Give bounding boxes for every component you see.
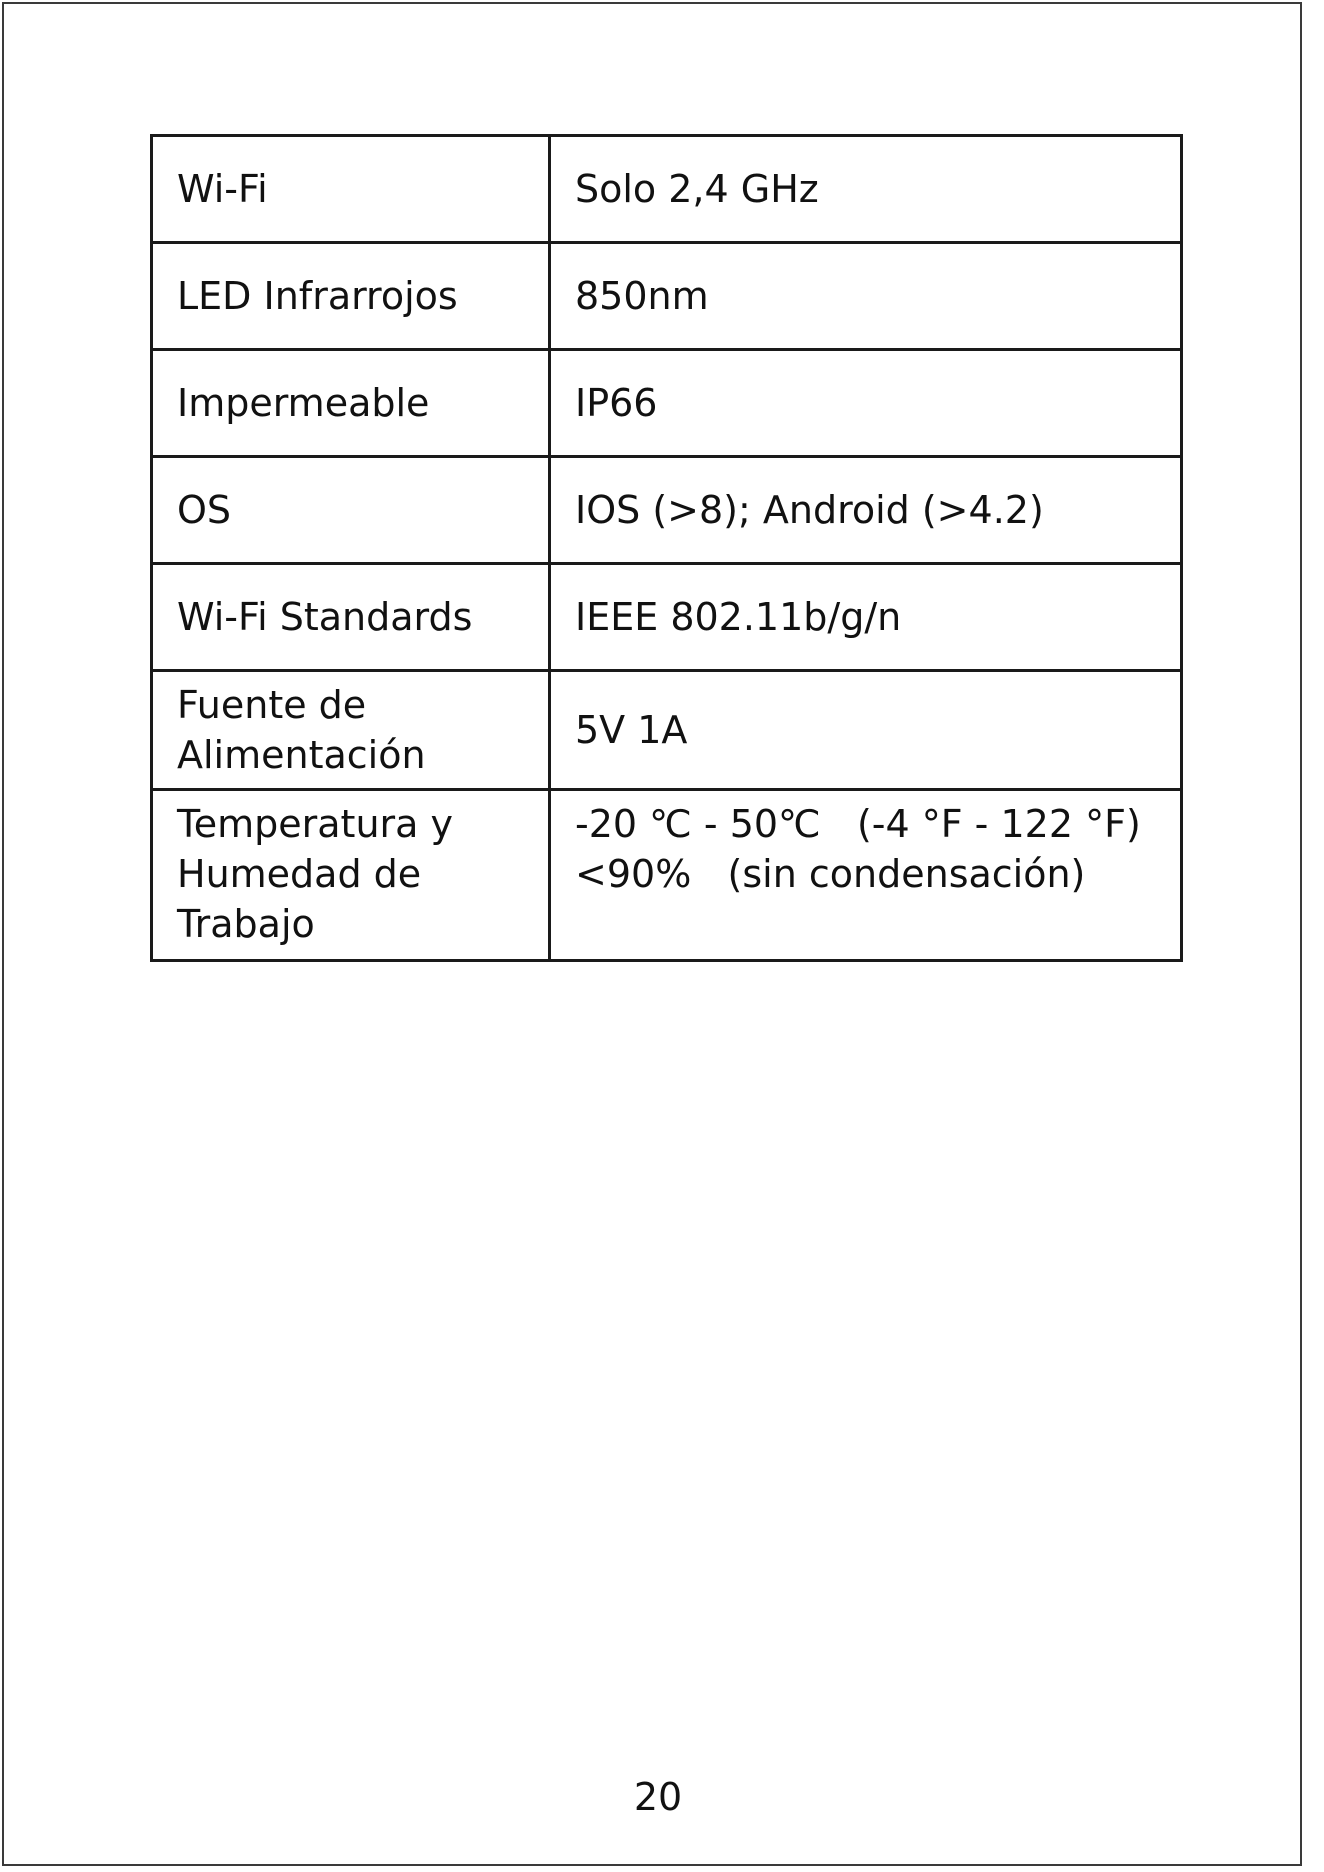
spec-value: 5V 1A: [550, 671, 1182, 790]
spec-label: Wi-Fi Standards: [152, 564, 550, 671]
table-row: [152, 136, 1182, 243]
table-row: [152, 671, 1182, 790]
table-row: [152, 790, 1182, 961]
spec-label: OS: [152, 457, 550, 564]
table-row: [152, 564, 1182, 671]
spec-label: Temperatura y Humedad de Trabajo: [152, 790, 550, 961]
spec-value: IP66: [550, 350, 1182, 457]
specifications-table: [150, 134, 1183, 962]
spec-value: 850nm: [550, 243, 1182, 350]
table-row: [152, 243, 1182, 350]
spec-label: LED Infrarrojos: [152, 243, 550, 350]
spec-value: [550, 790, 1182, 961]
spec-label: Wi-Fi: [152, 136, 550, 243]
table-row: [152, 457, 1182, 564]
spec-label: Fuente de Alimentación: [152, 671, 550, 790]
spec-label: Impermeable: [152, 350, 550, 457]
spec-value: Solo 2,4 GHz: [550, 136, 1182, 243]
page-number: 20: [633, 1775, 683, 1819]
spec-value-line: -20 ℃ - 50℃ (-4 °F - 122 °F): [575, 802, 1141, 846]
spec-value: IEEE 802.11b/g/n: [550, 564, 1182, 671]
spec-value-line: <90% (sin condensación): [575, 852, 1086, 896]
spec-value: IOS (>8); Android (>4.2): [550, 457, 1182, 564]
table-row: [152, 350, 1182, 457]
